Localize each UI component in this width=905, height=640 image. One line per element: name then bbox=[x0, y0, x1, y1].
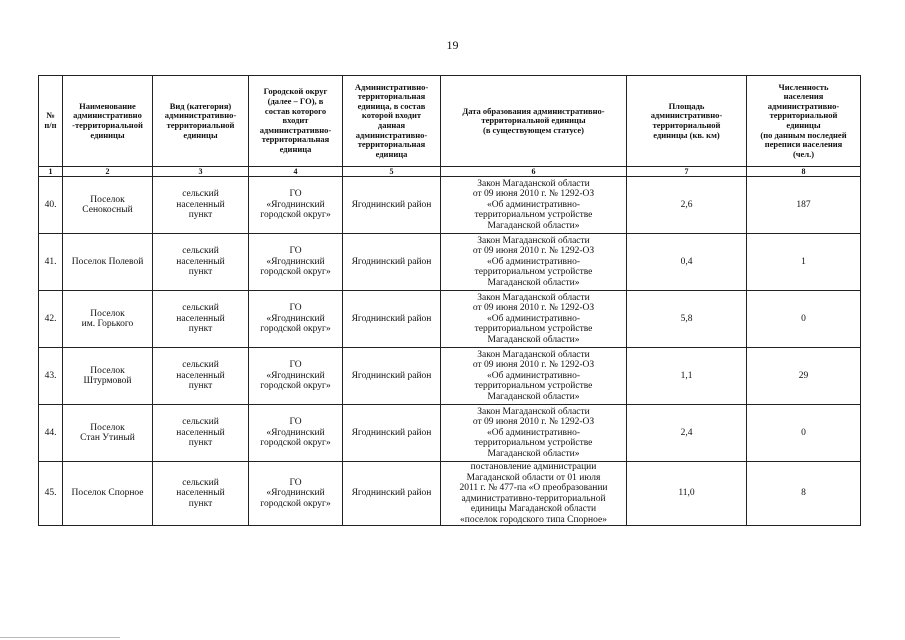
unit-category bbox=[153, 177, 249, 234]
cell-line: сельский bbox=[182, 189, 219, 200]
cell-line: территориальной bbox=[769, 110, 838, 121]
formation-date bbox=[441, 234, 627, 291]
cell-line: населения bbox=[783, 91, 824, 102]
cell-line: административно- bbox=[259, 124, 332, 135]
cell-line: городской округ» bbox=[260, 381, 331, 392]
cell-line: Магаданской области» bbox=[487, 277, 580, 288]
unit-population: 8 bbox=[747, 462, 861, 526]
column-number: 7 bbox=[627, 167, 747, 177]
cell-line: Закон Магаданской области bbox=[477, 178, 590, 189]
parent-unit: Ягоднинский район bbox=[343, 177, 441, 234]
cell-line: административно- bbox=[164, 110, 237, 121]
row-number: 41. bbox=[39, 234, 63, 291]
cell-line: «Ягоднинский bbox=[266, 427, 325, 438]
page-edge-line bbox=[0, 637, 120, 638]
table-row bbox=[39, 291, 861, 348]
cell-line: Магаданской области от 01 июля bbox=[466, 472, 601, 483]
unit-area: 11,0 bbox=[627, 462, 747, 526]
cell-line: «Об административно- bbox=[486, 199, 581, 210]
cell-line: Поселок bbox=[90, 194, 125, 205]
cell-line: административно- bbox=[650, 110, 723, 121]
unit-area: 5,8 bbox=[627, 291, 747, 348]
cell-line: Поселок bbox=[90, 308, 125, 319]
header-urban-district bbox=[249, 76, 343, 167]
cell-line: городской округ» bbox=[260, 324, 331, 335]
cell-line: переписи населения bbox=[764, 139, 843, 150]
cell-line: городской округ» bbox=[260, 210, 331, 221]
urban-district bbox=[249, 234, 343, 291]
unit-area: 2,4 bbox=[627, 405, 747, 462]
cell-line: административно- bbox=[355, 129, 428, 140]
urban-district bbox=[249, 462, 343, 526]
cell-line: административно-территориальной bbox=[461, 493, 606, 504]
cell-line: от 09 июня 2010 г. № 1292-ОЗ bbox=[472, 360, 595, 371]
unit-area: 2,6 bbox=[627, 177, 747, 234]
cell-line: административно bbox=[73, 110, 142, 121]
unit-name bbox=[63, 234, 153, 291]
cell-line: пункт bbox=[188, 498, 213, 509]
table-row bbox=[39, 462, 861, 526]
cell-line: ГО bbox=[289, 303, 302, 314]
column-number: 8 bbox=[747, 167, 861, 177]
cell-line: состав которого bbox=[264, 105, 327, 116]
cell-line: территориальная bbox=[261, 134, 330, 145]
cell-line: сельский bbox=[182, 246, 219, 257]
cell-line: Магаданской области» bbox=[487, 391, 580, 402]
cell-line: № bbox=[46, 110, 55, 121]
cell-line: единицы bbox=[786, 120, 821, 130]
cell-line: входит bbox=[282, 115, 309, 126]
header-category bbox=[153, 76, 249, 167]
cell-line: территориальная bbox=[357, 91, 426, 102]
cell-line: единица, в состав bbox=[357, 100, 426, 111]
cell-line: Штурмовой bbox=[83, 376, 132, 386]
cell-line: «Ягоднинский bbox=[266, 256, 325, 267]
cell-line: пункт bbox=[188, 210, 213, 221]
column-number: 6 bbox=[441, 167, 627, 177]
cell-line: им. Горького bbox=[81, 319, 134, 329]
cell-line: Поселок bbox=[90, 365, 125, 376]
cell-line: п/п bbox=[44, 120, 57, 130]
cell-line: Наименование bbox=[79, 100, 136, 111]
unit-population: 0 bbox=[747, 405, 861, 462]
cell-line: от 09 июня 2010 г. № 1292-ОЗ bbox=[472, 189, 595, 200]
header-number bbox=[39, 76, 63, 167]
cell-line: единицы bbox=[90, 129, 125, 140]
cell-line: (по данным последней bbox=[760, 129, 847, 140]
cell-line: территориальной bbox=[166, 120, 235, 130]
urban-district bbox=[249, 405, 343, 462]
row-number: 43. bbox=[39, 348, 63, 405]
formation-date bbox=[441, 405, 627, 462]
formation-date bbox=[441, 177, 627, 234]
table-row bbox=[39, 177, 861, 234]
cell-line: ГО bbox=[289, 189, 302, 200]
header-area bbox=[627, 76, 747, 167]
column-number: 1 bbox=[39, 167, 63, 177]
cell-line: данная bbox=[377, 120, 406, 130]
cell-line: территориальном устройстве bbox=[474, 438, 593, 449]
cell-line: сельский bbox=[182, 303, 219, 314]
unit-name bbox=[63, 291, 153, 348]
cell-line: населенный bbox=[176, 488, 225, 499]
cell-line: территориальном устройстве bbox=[474, 324, 593, 335]
cell-line: единица bbox=[279, 143, 312, 154]
cell-line: Численность bbox=[778, 81, 829, 92]
cell-line: ГО bbox=[289, 246, 302, 257]
cell-line: сельский bbox=[182, 417, 219, 428]
cell-line: населенный bbox=[176, 427, 225, 438]
urban-district bbox=[249, 177, 343, 234]
unit-category bbox=[153, 291, 249, 348]
unit-area: 0,4 bbox=[627, 234, 747, 291]
unit-category bbox=[153, 348, 249, 405]
cell-line: Поселок bbox=[90, 422, 125, 433]
cell-line: городской округ» bbox=[260, 438, 331, 449]
cell-line: (в существующем статусе) bbox=[483, 124, 584, 135]
cell-line: населенный bbox=[176, 256, 225, 267]
admin-units-table bbox=[38, 75, 861, 526]
cell-line: Площадь bbox=[668, 100, 705, 111]
row-number: 42. bbox=[39, 291, 63, 348]
formation-date bbox=[441, 291, 627, 348]
cell-line: постановление администрации bbox=[470, 462, 597, 472]
formation-date bbox=[441, 348, 627, 405]
row-number: 45. bbox=[39, 462, 63, 526]
cell-line: населенный bbox=[176, 370, 225, 381]
cell-line: Административно- bbox=[354, 81, 429, 92]
unit-name bbox=[63, 462, 153, 526]
unit-name bbox=[63, 405, 153, 462]
cell-line: Городской округ bbox=[263, 86, 328, 97]
urban-district bbox=[249, 348, 343, 405]
cell-line: (чел.) bbox=[792, 148, 815, 159]
table-row bbox=[39, 405, 861, 462]
table-body bbox=[39, 177, 861, 526]
cell-line: Сенокосный bbox=[82, 205, 133, 215]
cell-line: пункт bbox=[188, 267, 213, 278]
cell-line: единицы (кв. км) bbox=[653, 129, 720, 140]
unit-category bbox=[153, 405, 249, 462]
cell-line: «поселок городского типа Спорное» bbox=[460, 514, 607, 525]
header-row bbox=[39, 76, 861, 167]
cell-line: сельский bbox=[182, 477, 219, 488]
header-name bbox=[63, 76, 153, 167]
cell-line: Вид (категория) bbox=[169, 100, 232, 111]
cell-line: Магаданской области» bbox=[487, 220, 580, 231]
cell-line: «Об административно- bbox=[486, 427, 581, 438]
header-parent-unit bbox=[343, 76, 441, 167]
cell-line: территориальная bbox=[357, 139, 426, 150]
parent-unit: Ягоднинский район bbox=[343, 291, 441, 348]
cell-line: «Об административно- bbox=[486, 370, 581, 381]
cell-line: ГО bbox=[289, 360, 302, 371]
formation-date bbox=[441, 462, 627, 526]
cell-line: «Ягоднинский bbox=[266, 313, 325, 324]
unit-category bbox=[153, 462, 249, 526]
column-number: 2 bbox=[63, 167, 153, 177]
cell-line: единица bbox=[375, 148, 408, 159]
cell-line: населенный bbox=[176, 313, 225, 324]
row-number: 40. bbox=[39, 177, 63, 234]
cell-line: которой входит bbox=[361, 110, 422, 121]
parent-unit: Ягоднинский район bbox=[343, 348, 441, 405]
cell-line: (далее – ГО), в bbox=[267, 96, 324, 107]
parent-unit: Ягоднинский район bbox=[343, 405, 441, 462]
cell-line: «Ягоднинский bbox=[266, 199, 325, 210]
unit-name bbox=[63, 177, 153, 234]
column-number-row bbox=[39, 167, 861, 177]
cell-line: Магаданской области» bbox=[487, 448, 580, 459]
column-number: 3 bbox=[153, 167, 249, 177]
unit-name bbox=[63, 348, 153, 405]
cell-line: ГО bbox=[289, 417, 302, 428]
table-row bbox=[39, 234, 861, 291]
row-number: 44. bbox=[39, 405, 63, 462]
unit-population: 29 bbox=[747, 348, 861, 405]
cell-line: территориальной единицы bbox=[481, 115, 586, 126]
cell-line: Поселок Спорное bbox=[71, 488, 144, 499]
parent-unit: Ягоднинский район bbox=[343, 462, 441, 526]
cell-line: ГО bbox=[289, 477, 302, 488]
cell-line: городской округ» bbox=[260, 267, 331, 278]
cell-line: Закон Магаданской области bbox=[477, 292, 590, 303]
cell-line: пункт bbox=[188, 381, 213, 392]
column-number: 5 bbox=[343, 167, 441, 177]
cell-line: от 09 июня 2010 г. № 1292-ОЗ bbox=[472, 303, 595, 314]
unit-category bbox=[153, 234, 249, 291]
cell-line: Стан Утиный bbox=[80, 433, 135, 443]
cell-line: Поселок Полевой bbox=[71, 256, 144, 267]
cell-line: от 09 июня 2010 г. № 1292-ОЗ bbox=[472, 417, 595, 428]
cell-line: Дата образования административно- bbox=[462, 105, 605, 116]
parent-unit: Ягоднинский район bbox=[343, 234, 441, 291]
cell-line: Магаданской области» bbox=[487, 334, 580, 345]
cell-line: городской округ» bbox=[260, 498, 331, 509]
column-number: 4 bbox=[249, 167, 343, 177]
cell-line: пункт bbox=[188, 438, 213, 449]
cell-line: территориальном устройстве bbox=[474, 267, 593, 278]
cell-line: населенный bbox=[176, 199, 225, 210]
table-row bbox=[39, 348, 861, 405]
header-population bbox=[747, 76, 861, 167]
cell-line: административно- bbox=[767, 100, 840, 111]
cell-line: территориальной bbox=[652, 120, 721, 130]
page-number: 19 bbox=[446, 38, 459, 52]
unit-area: 1,1 bbox=[627, 348, 747, 405]
cell-line: -территориальной bbox=[72, 120, 143, 130]
cell-line: территориальном устройстве bbox=[474, 210, 593, 221]
cell-line: единицы Магаданской области bbox=[470, 504, 597, 514]
cell-line: Закон Магаданской области bbox=[477, 349, 590, 360]
cell-line: пункт bbox=[188, 324, 213, 335]
cell-line: Закон Магаданской области bbox=[477, 406, 590, 417]
unit-population: 1 bbox=[747, 234, 861, 291]
cell-line: «Об административно- bbox=[486, 256, 581, 267]
cell-line: сельский bbox=[182, 360, 219, 371]
cell-line: «Об административно- bbox=[486, 313, 581, 324]
cell-line: «Ягоднинский bbox=[266, 488, 325, 499]
cell-line: единицы bbox=[183, 129, 218, 140]
cell-line: «Ягоднинский bbox=[266, 370, 325, 381]
unit-population: 187 bbox=[747, 177, 861, 234]
cell-line: Закон Магаданской области bbox=[477, 235, 590, 246]
unit-population: 0 bbox=[747, 291, 861, 348]
cell-line: территориальном устройстве bbox=[474, 381, 593, 392]
cell-line: 2011 г. № 477-па «О преобразовании bbox=[459, 483, 608, 493]
header-formation-date bbox=[441, 76, 627, 167]
urban-district bbox=[249, 291, 343, 348]
cell-line: от 09 июня 2010 г. № 1292-ОЗ bbox=[472, 246, 595, 257]
